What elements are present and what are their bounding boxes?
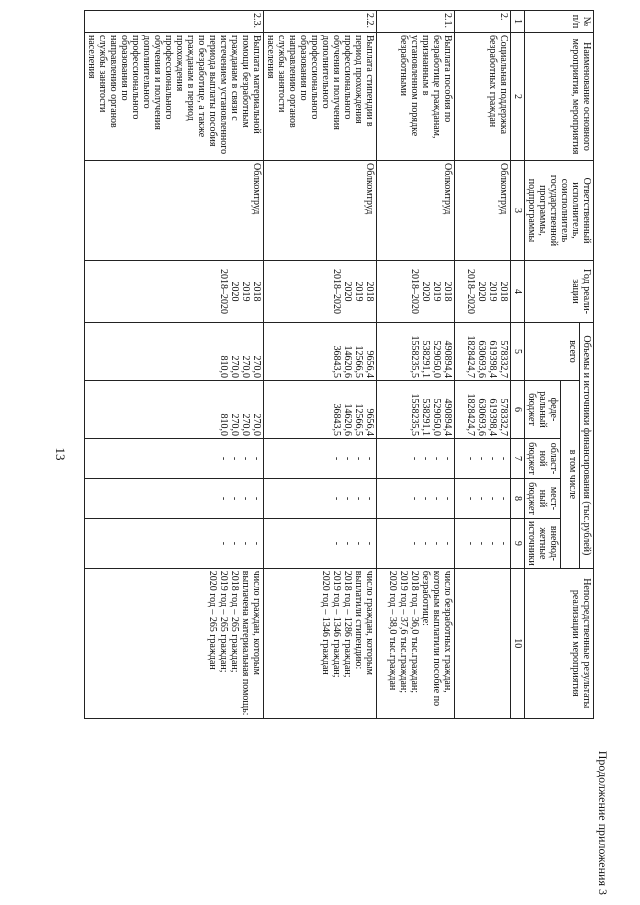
row-regional: - bbox=[465, 456, 476, 461]
row-year: 2018 bbox=[498, 281, 509, 302]
row-local: - bbox=[342, 496, 353, 501]
result-line: 2019 год – 265 граждан; bbox=[218, 570, 229, 673]
row-federal: 270,0 bbox=[251, 413, 262, 436]
row-total: 270,0 bbox=[240, 355, 251, 378]
row-responsible: Облкомтруд bbox=[455, 161, 511, 261]
row-name: Выплата пособия по безработице гражданам, признанным в установленном порядке безработными bbox=[377, 33, 455, 161]
row-offbudget: - bbox=[240, 541, 251, 546]
col-number: 2 bbox=[511, 33, 525, 161]
header-regional: област-ной бюджет bbox=[525, 439, 561, 479]
row-year: 2019 bbox=[353, 281, 364, 302]
header-incl: в том числе bbox=[561, 381, 580, 569]
financing-table bbox=[84, 10, 594, 719]
row-regional: - bbox=[342, 456, 353, 461]
col-number: 1 bbox=[511, 11, 525, 33]
table-row bbox=[377, 11, 455, 719]
row-local: - bbox=[476, 496, 487, 501]
row-federal: 14620,6 bbox=[342, 403, 353, 436]
row-offbudget: - bbox=[218, 541, 229, 546]
row-year: 2018–2020 bbox=[465, 269, 476, 314]
result-line: 2018 год – 1286 граждан; bbox=[342, 570, 353, 678]
row-federal: 1828424,7 bbox=[465, 393, 476, 436]
row-offbudget: - bbox=[364, 541, 375, 546]
col-number: 10 bbox=[511, 568, 525, 718]
result-line: число безработных граждан, которым выплатили пособие по безработице: bbox=[420, 570, 453, 707]
row-regional: - bbox=[431, 456, 442, 461]
row-local: - bbox=[331, 496, 342, 501]
row-regional: - bbox=[476, 456, 487, 461]
row-total: 810,0 bbox=[218, 355, 229, 378]
header-results: Непосредственные результаты реализации мероприятия bbox=[525, 568, 594, 718]
row-federal: 619398,4 bbox=[487, 398, 498, 436]
row-results bbox=[85, 568, 264, 718]
row-total: 529050,0 bbox=[431, 340, 442, 378]
result-line: 2018 год – 265 граждан; bbox=[229, 570, 240, 673]
col-number: 8 bbox=[511, 479, 525, 519]
row-local: - bbox=[442, 496, 453, 501]
row-total: 1558235,5 bbox=[409, 335, 420, 378]
row-regional: - bbox=[251, 456, 262, 461]
header-no: № п/п bbox=[525, 11, 594, 33]
row-year: 2018 bbox=[251, 281, 262, 302]
header-federal: феде-ральный бюджет bbox=[525, 381, 561, 439]
result-line: 2018 год – 36,0 тыс.граждан; bbox=[409, 570, 420, 694]
row-offbudget: - bbox=[465, 541, 476, 546]
row-year: 2019 bbox=[487, 281, 498, 302]
row-regional: - bbox=[218, 456, 229, 461]
page-number: 13 bbox=[53, 447, 68, 461]
row-federal: 12566,5 bbox=[353, 403, 364, 436]
row-responsible: Облкомтруд bbox=[377, 161, 455, 261]
header-offbudget: внебюд-жетные источники bbox=[525, 519, 561, 569]
row-local: - bbox=[240, 496, 251, 501]
row-offbudget: - bbox=[229, 541, 240, 546]
row-total: 12566,5 bbox=[353, 345, 364, 378]
row-regional: - bbox=[364, 456, 375, 461]
col-number: 7 bbox=[511, 439, 525, 479]
row-regional: - bbox=[409, 456, 420, 461]
result-line: число граждан, которым выплачена материальная помощь: bbox=[240, 570, 262, 716]
header-local: мест-ный бюджет bbox=[525, 479, 561, 519]
row-name: Социальная поддержка безработных граждан bbox=[455, 33, 511, 161]
row-total: 538291,1 bbox=[420, 340, 431, 378]
header-year: Год реали-зации bbox=[525, 261, 594, 323]
row-total: 630693,6 bbox=[476, 340, 487, 378]
row-no: 2.2. bbox=[264, 11, 377, 33]
table-row bbox=[455, 11, 511, 719]
row-federal: 270,0 bbox=[240, 413, 251, 436]
row-total: 270,0 bbox=[251, 355, 262, 378]
row-federal: 529050,0 bbox=[431, 398, 442, 436]
row-local: - bbox=[251, 496, 262, 501]
row-name: Выплата стипендии в период прохождения профессионального обучения и получения дополнительного профессионального образования по направлению органов службы занятости населения bbox=[264, 33, 377, 161]
rotated-page-content bbox=[86, 10, 610, 895]
row-year: 2020 bbox=[229, 281, 240, 302]
row-year: 2018 bbox=[442, 281, 453, 302]
row-no: 2.1. bbox=[377, 11, 455, 33]
row-total: 270,0 bbox=[229, 355, 240, 378]
col-number: 4 bbox=[511, 261, 525, 323]
row-local: - bbox=[431, 496, 442, 501]
col-number: 6 bbox=[511, 381, 525, 439]
row-local: - bbox=[218, 496, 229, 501]
row-offbudget: - bbox=[431, 541, 442, 546]
row-federal: 9656,4 bbox=[364, 408, 375, 436]
row-total: 1828424,7 bbox=[465, 335, 476, 378]
row-total: 14620,6 bbox=[342, 345, 353, 378]
row-no: 2. bbox=[455, 11, 511, 33]
row-offbudget: - bbox=[487, 541, 498, 546]
col-number: 5 bbox=[511, 323, 525, 381]
row-offbudget: - bbox=[420, 541, 431, 546]
row-responsible: Облкомтруд bbox=[264, 161, 377, 261]
row-year: 2020 bbox=[476, 281, 487, 302]
column-numbers-row bbox=[511, 11, 525, 719]
result-line: число граждан, которым выплатили стипендию: bbox=[353, 570, 375, 675]
col-number: 3 bbox=[511, 161, 525, 261]
row-regional: - bbox=[487, 456, 498, 461]
result-line: 2019 год – 37,6 тыс.граждан; bbox=[398, 570, 409, 694]
row-total: 578332,7 bbox=[498, 340, 509, 378]
row-year: 2018–2020 bbox=[218, 269, 229, 314]
header-name: Наименование основного мероприятия, мероприятия bbox=[525, 33, 594, 161]
row-federal: 36843,5 bbox=[331, 403, 342, 436]
row-regional: - bbox=[420, 456, 431, 461]
row-offbudget: - bbox=[442, 541, 453, 546]
row-offbudget: - bbox=[498, 541, 509, 546]
row-total: 36843,5 bbox=[331, 345, 342, 378]
row-year: 2018 bbox=[364, 281, 375, 302]
table-row bbox=[85, 11, 264, 719]
row-total: 619398,4 bbox=[487, 340, 498, 378]
row-results bbox=[455, 568, 511, 718]
result-line: 2020 год – 1346 граждан bbox=[320, 570, 331, 675]
row-results bbox=[264, 568, 377, 718]
row-local: - bbox=[353, 496, 364, 501]
row-local: - bbox=[465, 496, 476, 501]
row-year: 2020 bbox=[342, 281, 353, 302]
row-offbudget: - bbox=[476, 541, 487, 546]
row-federal: 630693,6 bbox=[476, 398, 487, 436]
row-offbudget: - bbox=[409, 541, 420, 546]
result-line: 2019 год – 1346 граждан; bbox=[331, 570, 342, 678]
row-year: 2018–2020 bbox=[409, 269, 420, 314]
row-local: - bbox=[229, 496, 240, 501]
row-total: 9656,4 bbox=[364, 350, 375, 378]
row-local: - bbox=[420, 496, 431, 501]
result-line: 2020 год – 38,0 тыс.граждан bbox=[387, 570, 398, 691]
appendix-title: Продолжение приложения 3 bbox=[596, 750, 610, 895]
header-responsible: Ответственный исполнитель, соисполнитель государственной программы, подпрограммы bbox=[525, 161, 594, 261]
row-federal: 490894,4 bbox=[442, 398, 453, 436]
row-federal: 538291,1 bbox=[420, 398, 431, 436]
row-results bbox=[377, 568, 455, 718]
row-offbudget: - bbox=[353, 541, 364, 546]
row-year: 2020 bbox=[420, 281, 431, 302]
row-responsible: Облкомтруд bbox=[85, 161, 264, 261]
row-regional: - bbox=[353, 456, 364, 461]
row-local: - bbox=[409, 496, 420, 501]
row-federal: 810,0 bbox=[218, 413, 229, 436]
row-offbudget: - bbox=[331, 541, 342, 546]
row-federal: 270,0 bbox=[229, 413, 240, 436]
row-no: 2.3. bbox=[85, 11, 264, 33]
row-year: 2019 bbox=[240, 281, 251, 302]
col-number: 9 bbox=[511, 519, 525, 569]
row-federal: 1558235,5 bbox=[409, 393, 420, 436]
row-offbudget: - bbox=[342, 541, 353, 546]
row-local: - bbox=[364, 496, 375, 501]
row-regional: - bbox=[240, 456, 251, 461]
row-total: 490894,4 bbox=[442, 340, 453, 378]
row-local: - bbox=[487, 496, 498, 501]
row-regional: - bbox=[331, 456, 342, 461]
row-year: 2018–2020 bbox=[331, 269, 342, 314]
result-line: 2020 год – 265 граждан bbox=[207, 570, 218, 670]
row-federal: 578332,7 bbox=[498, 398, 509, 436]
row-local: - bbox=[498, 496, 509, 501]
row-year: 2019 bbox=[431, 281, 442, 302]
table-row bbox=[264, 11, 377, 719]
row-regional: - bbox=[442, 456, 453, 461]
header-total: всего bbox=[525, 323, 580, 381]
row-name: Выплата материальной помощи безработным гражданам в связи с истечением установленного периода выплаты пособия по безработице, а также гражданам в период прохождения профессионального обучения и получения дополнительного профессионального образования по направлению органов службы занятости населения bbox=[85, 33, 264, 161]
row-regional: - bbox=[229, 456, 240, 461]
row-offbudget: - bbox=[251, 541, 262, 546]
row-regional: - bbox=[498, 456, 509, 461]
header-volumes: Объемы и источники финансирования (тыс.рублей) bbox=[580, 323, 594, 569]
